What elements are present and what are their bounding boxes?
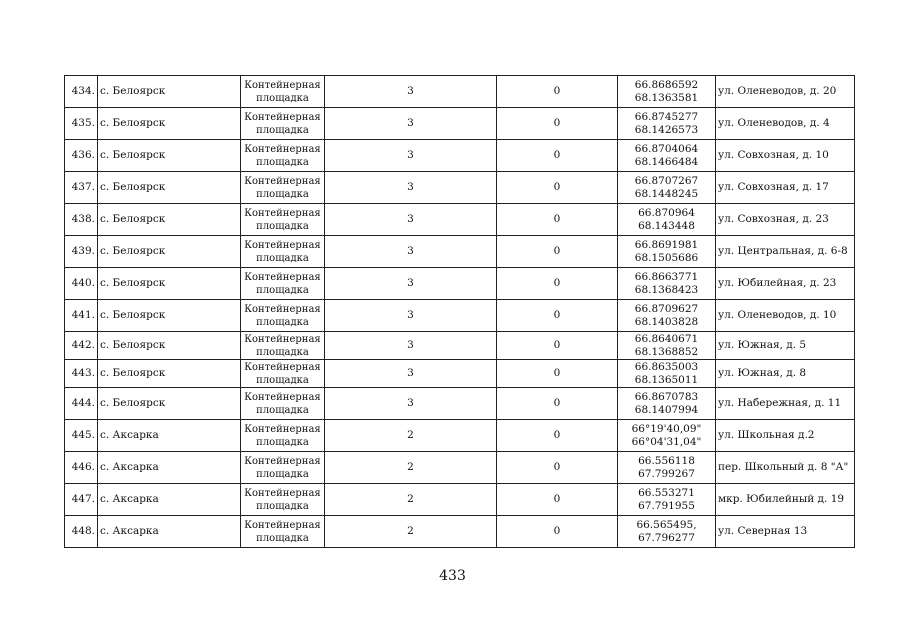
coordinates-cell-line-1: 66.8691981 <box>634 238 699 251</box>
address-cell: ул. Оленеводов, д. 20 <box>716 76 855 108</box>
container-count-cell: 2 <box>325 420 497 452</box>
locality-cell: с. Белоярск <box>98 236 241 268</box>
coordinates-cell-line-2: 67.796277 <box>638 531 695 544</box>
table-row <box>65 332 855 360</box>
container-count-cell: 3 <box>325 140 497 172</box>
site-type-cell <box>241 140 325 172</box>
coordinates-cell <box>618 76 716 108</box>
address-cell: ул. Северная 13 <box>716 516 855 548</box>
coordinates-cell-line-1: 66.8745277 <box>634 110 699 123</box>
locality-cell: с. Белоярск <box>98 388 241 420</box>
site-type-cell-line-2: площадка <box>256 188 309 200</box>
site-type-cell-line-2: площадка <box>256 404 309 416</box>
coordinates-cell-line-1: 66.8670783 <box>634 390 699 403</box>
coordinates-cell-line-2: 68.1365011 <box>634 373 699 386</box>
extra-count-cell: 0 <box>497 420 618 452</box>
site-type-cell-line-1: Контейнерная <box>244 487 321 499</box>
address-cell: пер. Школьный д. 8 "А" <box>716 452 855 484</box>
address-cell: ул. Школьная д.2 <box>716 420 855 452</box>
address-cell: ул. Оленеводов, д. 4 <box>716 108 855 140</box>
coordinates-cell-line-1: 66.565495, <box>636 518 697 531</box>
extra-count-cell: 0 <box>497 204 618 236</box>
site-type-cell <box>241 360 325 388</box>
container-count-cell: 3 <box>325 388 497 420</box>
site-type-cell-line-2: площадка <box>256 92 309 104</box>
site-type-cell <box>241 420 325 452</box>
coordinates-cell-line-2: 68.1466484 <box>634 155 699 168</box>
container-count-cell: 3 <box>325 300 497 332</box>
table-body <box>65 76 855 548</box>
table-row <box>65 268 855 300</box>
address-cell: ул. Оленеводов, д. 10 <box>716 300 855 332</box>
table-row <box>65 388 855 420</box>
site-type-cell-line-2: площадка <box>256 284 309 296</box>
locality-cell: с. Белоярск <box>98 204 241 236</box>
table-row <box>65 236 855 268</box>
row-number-cell: 436. <box>65 140 98 172</box>
coordinates-cell-line-1: 66.8686592 <box>634 78 699 91</box>
page-number: 433 <box>439 568 466 584</box>
container-count-cell: 2 <box>325 452 497 484</box>
site-type-cell-line-2: площадка <box>256 156 309 168</box>
extra-count-cell: 0 <box>497 332 618 360</box>
coordinates-cell <box>618 236 716 268</box>
coordinates-cell <box>618 388 716 420</box>
site-type-cell-line-1: Контейнерная <box>244 423 321 435</box>
row-number-cell: 438. <box>65 204 98 236</box>
coordinates-cell-line-2: 68.1505686 <box>634 251 699 264</box>
table-row <box>65 204 855 236</box>
site-type-cell-line-1: Контейнерная <box>244 455 321 467</box>
row-number-cell: 445. <box>65 420 98 452</box>
table-row <box>65 420 855 452</box>
container-count-cell: 3 <box>325 268 497 300</box>
site-type-cell <box>241 332 325 360</box>
address-cell: ул. Набережная, д. 11 <box>716 388 855 420</box>
locality-cell: с. Белоярск <box>98 140 241 172</box>
site-type-cell-line-1: Контейнерная <box>244 175 321 187</box>
container-count-cell: 3 <box>325 204 497 236</box>
container-count-cell: 2 <box>325 516 497 548</box>
coordinates-cell-line-1: 66.8709627 <box>634 302 699 315</box>
coordinates-cell-line-1: 66.8707267 <box>634 174 699 187</box>
address-cell: ул. Центральная, д. 6-8 <box>716 236 855 268</box>
coordinates-cell-line-1: 66.556118 <box>638 454 695 467</box>
site-type-cell <box>241 172 325 204</box>
locality-cell: с. Белоярск <box>98 360 241 388</box>
coordinates-cell <box>618 172 716 204</box>
site-type-cell-line-1: Контейнерная <box>244 361 321 373</box>
address-cell: ул. Южная, д. 8 <box>716 360 855 388</box>
coordinates-cell-line-2: 68.1363581 <box>634 91 699 104</box>
extra-count-cell: 0 <box>497 236 618 268</box>
extra-count-cell: 0 <box>497 268 618 300</box>
site-type-cell-line-1: Контейнерная <box>244 79 321 91</box>
site-type-cell-line-2: площадка <box>256 436 309 448</box>
container-count-cell: 2 <box>325 484 497 516</box>
row-number-cell: 440. <box>65 268 98 300</box>
coordinates-cell-line-1: 66.8704064 <box>634 142 699 155</box>
locality-cell: с. Белоярск <box>98 268 241 300</box>
coordinates-cell <box>618 332 716 360</box>
coordinates-cell-line-2: 68.1426573 <box>634 123 699 136</box>
row-number-cell: 441. <box>65 300 98 332</box>
coordinates-cell <box>618 452 716 484</box>
row-number-cell: 442. <box>65 332 98 360</box>
coordinates-cell <box>618 204 716 236</box>
extra-count-cell: 0 <box>497 108 618 140</box>
coordinates-cell-line-2: 68.1403828 <box>634 315 699 328</box>
locality-cell: с. Аксарка <box>98 484 241 516</box>
site-type-cell <box>241 204 325 236</box>
address-cell: ул. Южная, д. 5 <box>716 332 855 360</box>
site-type-cell-line-2: площадка <box>256 500 309 512</box>
extra-count-cell: 0 <box>497 172 618 204</box>
row-number-cell: 443. <box>65 360 98 388</box>
table-row <box>65 484 855 516</box>
site-type-cell-line-1: Контейнерная <box>244 143 321 155</box>
coordinates-cell <box>618 484 716 516</box>
coordinates-cell <box>618 360 716 388</box>
coordinates-cell-line-1: 66°19'40,09" <box>631 422 702 435</box>
site-type-cell-line-1: Контейнерная <box>244 207 321 219</box>
site-type-cell-line-1: Контейнерная <box>244 239 321 251</box>
site-type-cell <box>241 388 325 420</box>
container-count-cell: 3 <box>325 236 497 268</box>
table-row <box>65 108 855 140</box>
site-type-cell-line-1: Контейнерная <box>244 271 321 283</box>
extra-count-cell: 0 <box>497 484 618 516</box>
extra-count-cell: 0 <box>497 140 618 172</box>
container-count-cell: 3 <box>325 172 497 204</box>
coordinates-cell-line-2: 68.1368852 <box>634 345 699 358</box>
row-number-cell: 435. <box>65 108 98 140</box>
address-cell: ул. Совхозная, д. 23 <box>716 204 855 236</box>
extra-count-cell: 0 <box>497 76 618 108</box>
site-type-cell-line-1: Контейнерная <box>244 333 321 345</box>
site-type-cell <box>241 452 325 484</box>
locality-cell: с. Белоярск <box>98 108 241 140</box>
site-type-cell-line-1: Контейнерная <box>244 519 321 531</box>
site-type-cell <box>241 108 325 140</box>
site-type-cell-line-2: площадка <box>256 220 309 232</box>
extra-count-cell: 0 <box>497 360 618 388</box>
container-count-cell: 3 <box>325 108 497 140</box>
address-cell: ул. Совхозная, д. 17 <box>716 172 855 204</box>
coordinates-cell <box>618 140 716 172</box>
row-number-cell: 446. <box>65 452 98 484</box>
site-type-cell <box>241 76 325 108</box>
row-number-cell: 434. <box>65 76 98 108</box>
coordinates-cell-line-2: 68.1448245 <box>634 187 699 200</box>
locality-cell: с. Аксарка <box>98 516 241 548</box>
coordinates-cell-line-1: 66.8663771 <box>634 270 699 283</box>
table-row <box>65 76 855 108</box>
site-type-cell-line-2: площадка <box>256 374 309 386</box>
address-cell: ул. Юбилейная, д. 23 <box>716 268 855 300</box>
locality-cell: с. Белоярск <box>98 300 241 332</box>
locality-cell: с. Аксарка <box>98 420 241 452</box>
site-type-cell <box>241 516 325 548</box>
container-count-cell: 3 <box>325 76 497 108</box>
site-type-cell <box>241 236 325 268</box>
coordinates-cell-line-1: 66.8640671 <box>634 332 699 345</box>
coordinates-cell-line-2: 68.1368423 <box>634 283 699 296</box>
address-cell: мкр. Юбилейный д. 19 <box>716 484 855 516</box>
site-type-cell-line-2: площадка <box>256 124 309 136</box>
coordinates-cell-line-2: 68.1407994 <box>634 403 699 416</box>
extra-count-cell: 0 <box>497 300 618 332</box>
site-type-cell-line-1: Контейнерная <box>244 111 321 123</box>
row-number-cell: 437. <box>65 172 98 204</box>
site-type-cell <box>241 268 325 300</box>
coordinates-cell-line-1: 66.8635003 <box>634 360 699 373</box>
coordinates-cell-line-2: 67.799267 <box>638 467 695 480</box>
coordinates-cell <box>618 268 716 300</box>
coordinates-cell <box>618 420 716 452</box>
table-row <box>65 360 855 388</box>
site-type-cell-line-2: площадка <box>256 532 309 544</box>
row-number-cell: 447. <box>65 484 98 516</box>
coordinates-cell-line-1: 66.870964 <box>638 206 695 219</box>
container-count-cell: 3 <box>325 332 497 360</box>
container-count-cell: 3 <box>325 360 497 388</box>
extra-count-cell: 0 <box>497 452 618 484</box>
locality-cell: с. Белоярск <box>98 172 241 204</box>
coordinates-cell <box>618 516 716 548</box>
table-row <box>65 172 855 204</box>
locality-cell: с. Белоярск <box>98 332 241 360</box>
table-row <box>65 300 855 332</box>
table-row <box>65 140 855 172</box>
coordinates-cell-line-1: 66.553271 <box>638 486 695 499</box>
site-type-cell <box>241 484 325 516</box>
site-type-cell-line-1: Контейнерная <box>244 303 321 315</box>
site-type-cell <box>241 300 325 332</box>
row-number-cell: 444. <box>65 388 98 420</box>
coordinates-cell <box>618 300 716 332</box>
row-number-cell: 448. <box>65 516 98 548</box>
table-row <box>65 516 855 548</box>
locality-cell: с. Белоярск <box>98 76 241 108</box>
row-number-cell: 439. <box>65 236 98 268</box>
site-type-cell-line-1: Контейнерная <box>244 391 321 403</box>
locality-cell: с. Аксарка <box>98 452 241 484</box>
address-cell: ул. Совхозная, д. 10 <box>716 140 855 172</box>
coordinates-cell-line-2: 68.143448 <box>638 219 695 232</box>
extra-count-cell: 0 <box>497 516 618 548</box>
site-type-cell-line-2: площадка <box>256 316 309 328</box>
coordinates-cell-line-2: 66°04'31,04" <box>631 435 702 448</box>
coordinates-cell-line-2: 67.791955 <box>638 499 695 512</box>
site-type-cell-line-2: площадка <box>256 346 309 358</box>
site-type-cell-line-2: площадка <box>256 252 309 264</box>
registry-table <box>64 75 855 548</box>
site-type-cell-line-2: площадка <box>256 468 309 480</box>
extra-count-cell: 0 <box>497 388 618 420</box>
coordinates-cell <box>618 108 716 140</box>
table-row <box>65 452 855 484</box>
